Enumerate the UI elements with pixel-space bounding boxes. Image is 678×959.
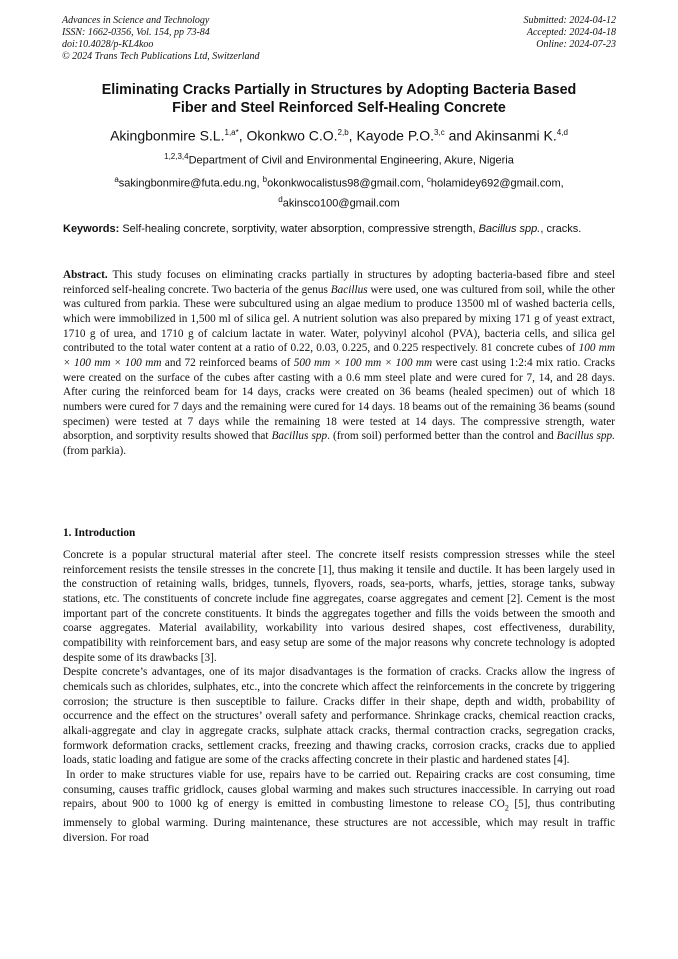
- email-link[interactable]: okonkwocalistus98@gmail.com,: [267, 177, 424, 190]
- author-emails: [70, 172, 608, 211]
- date-online: Online: 2024-07-23: [536, 39, 616, 50]
- keywords-text: Self-healing concrete, sorptivity, water absorption, compressive strength,: [122, 223, 476, 235]
- abstract-math: 500 mm × 100 mm × 100 mm: [293, 356, 433, 369]
- date-submitted: Submitted: 2024-04-12: [523, 15, 616, 26]
- subscript: 2: [504, 803, 509, 813]
- dates-header: [524, 15, 617, 51]
- author-superscript: 3,c: [434, 128, 445, 137]
- email-superscript: c: [426, 175, 431, 184]
- abstract-genus: Bacillus: [330, 283, 368, 296]
- email-link[interactable]: holamidey692@gmail.com,: [430, 177, 564, 190]
- email-superscript: a: [114, 175, 119, 184]
- abstract-label: Abstract.: [63, 269, 108, 281]
- keywords-species: Bacillus spp.: [478, 223, 541, 235]
- email-superscript: b: [262, 175, 268, 184]
- introduction-body: [63, 548, 615, 845]
- journal-issn: ISSN: 1662-0356, Vol. 154, pp 73-84: [62, 27, 210, 38]
- abstract-text: and 72 reinforced beams of: [164, 356, 291, 369]
- paper-title: [50, 81, 628, 117]
- abstract-text: (from parkia).: [63, 444, 127, 457]
- abstract: [63, 268, 615, 459]
- journal-name: Advances in Science and Technology: [62, 15, 210, 26]
- title-line-1: Eliminating Cracks Partially in Structures by Adopting Bacteria Based: [101, 82, 577, 98]
- abstract-text: were cast using 1:2:4 mix ratio. Cracks were created on the surface of the cubes after casting with a 0.6 mm steel plate and were cured for 7, 14, and 28 days. After curing the reinforced beam for 14 days, cracks were created on 36 beams (healed specimen) out of which 18 numbers were cured for 7 days and the remaining were cured for 14 days. 18 beams out of the remaining 36 beams (sound specimen) were tested at 7 days while the remaining 18 were tested at 14 days. The compressive strength, water absorption, and sorptivity results showed that: [63, 356, 616, 443]
- author-name: Kayode P.O.: [356, 127, 435, 144]
- journal-doi: doi:10.4028/p-KL4koo: [62, 39, 154, 50]
- author-superscript: 1,a*: [224, 128, 239, 137]
- keywords-label: Keywords:: [63, 223, 120, 235]
- date-accepted: Accepted: 2024-04-18: [526, 27, 616, 38]
- paragraph-text: In order to make structures viable for use, repairs have to be carried out. Repairing cracks are cost consuming, time consuming, causes traffic gridlock, causes global warming and makes such structures inaccessible. In carrying out road repairs, about 900 to 1000 kg of energy is emitted in combusting limestone to release CO: [63, 768, 615, 811]
- email-superscript: d: [278, 194, 283, 204]
- author-superscript: 2,b: [337, 128, 349, 137]
- author-conjunction: and: [448, 127, 472, 144]
- affiliation: [30, 150, 648, 168]
- affiliation-superscript: 1,2,3,4: [164, 152, 189, 161]
- journal-header: [62, 15, 260, 63]
- title-line-2: Fiber and Steel Reinforced Self-Healing Concrete: [172, 100, 506, 116]
- keywords-tail: , cracks.: [540, 223, 582, 235]
- journal-copyright: © 2024 Trans Tech Publications Ltd, Switzerland: [62, 51, 260, 62]
- email-link[interactable]: akinsco100@gmail.com: [282, 197, 400, 210]
- author-name: Okonkwo C.O.: [246, 127, 338, 144]
- abstract-text: were used, one was cultured from soil, while the other was cultured from parkia. These were subcultured using an algae medium to produce 13500 ml of washed bacteria cells, which were immobilized in 1,500 ml of silica gel. A nutrient solution was also prepared by mixing 171 g of yeast extract, 1710 g of urea, and 1710 g of calcium lactate in water. Water, polyvinyl alcohol (PVA), bacteria cells, and silica gel contributed to the total water content at a ratio of 0.22, 0.03, 0.225, and 0.225 respectively. 81 concrete cubes of: [63, 283, 615, 355]
- author-list: Akingbonmire S.L.$^{1,a*}$, Okonkwo C.O.$^{2,b}$, Kayode P.O.$^{3,c}$ and Akinsanmi K.$^{4,d}$: [110, 127, 568, 144]
- abstract-species: Bacillus spp.: [556, 430, 615, 443]
- paragraph: [63, 768, 615, 846]
- abstract-math: 100 mm × 100 mm × 100 mm: [63, 342, 615, 369]
- abstract-text: . (from soil) performed better than the control and: [327, 430, 554, 443]
- abstract-text: This study focuses on eliminating cracks partially in structures by adopting bacteria-based fibre and steel reinforced self-healing concrete. Two bacteria of the genus: [63, 269, 615, 296]
- email-link[interactable]: sakingbonmire@futa.edu.ng,: [118, 177, 260, 190]
- keywords: [63, 222, 616, 236]
- paragraph: Despite concrete’s advantages, one of its major disadvantages is the formation of cracks. Cracks allow the ingress of chemicals such as chlorides, sulphates, etc., into the concrete which affect the reinforcements in the concrete by triggering corrosion; the structure is then susceptible to failure. Cracks differ in their shape, depth and width, probability of occurrence and the effect on the structures’ overall safety and performance. Shrinkage cracks, chemical reaction cracks, alkali-aggregate and clay in aggregate cracks, sulphate attack cracks, thermal contraction cracks, segregation cracks, formwork deformation cracks, settlement cracks, freezing and thawing cracks, corrosion cracks, cracks due to applied loads, static loading and fatigue are some of the cracks affecting concrete in their plastic and hardened states [4].: [63, 666, 615, 767]
- paragraph: Concrete is a popular structural material after steel. The concrete itself resists compression stresses while the steel reinforcement resists the tensile stresses in the concrete [1], thus making it tensile and ductile. It has been largely used in the construction of retaining walls, bridges, tunnels, flyovers, roads, sea-ports, wharfs, jetties, storage tanks, subway stations, etc. The constituents of concrete include fine aggregates, coarse aggregates and cement [2]. Cement is the most important part of the concrete constituents. It binds the aggregates together and fills the voids between the smooth and coarse aggregates. Material availability, workability into various desired shapes, cost effectiveness, durability, compatibility with reinforcement bars, and easy setup are some of the major reasons why concrete technology is adopted despite some of its drawbacks [3].: [63, 549, 615, 664]
- section-heading: 1. Introduction: [63, 527, 136, 539]
- paragraph-text: [5], thus contributing immensely to global warming. During maintenance, these structures are not accessible, which may result in traffic diversion. For road: [63, 798, 615, 844]
- abstract-species: Bacillus spp: [271, 430, 328, 443]
- author-name: Akinsanmi K.: [475, 127, 557, 144]
- author-superscript: 4,d: [556, 128, 568, 137]
- affiliation-text: Department of Civil and Environmental Engineering, Akure, Nigeria: [188, 154, 514, 167]
- author-name: Akingbonmire S.L.: [110, 127, 225, 144]
